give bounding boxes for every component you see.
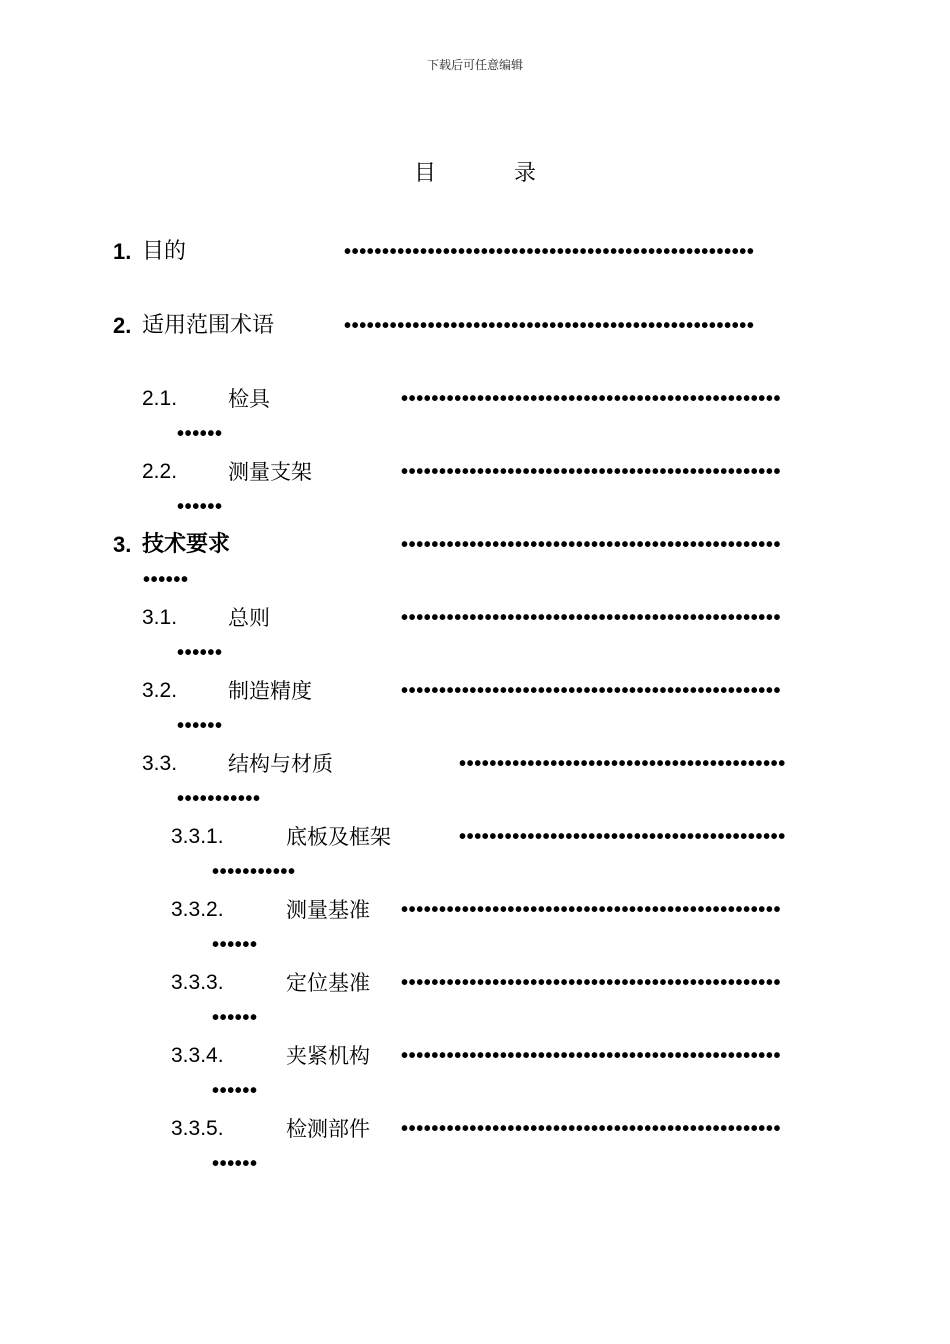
toc-entry-number: 3.3.1. (171, 825, 224, 848)
toc-entry-label: 目的 (142, 239, 187, 264)
toc-entry-3-3-1[interactable] (171, 823, 851, 851)
toc-leader-dots: •••••••••••••••••••••••••••••••••••••••••••••••••••••• (344, 241, 755, 263)
toc-entry-number: 3.1. (142, 606, 178, 629)
toc-entry-label: 定位基准 (286, 971, 370, 995)
toc-leader-continuation: •••••• (177, 642, 223, 664)
toc-entry-3-3-5[interactable] (171, 1115, 851, 1143)
toc-leader-dots: •••••••••••••••••••••••••••••••••••••••••••••••••• (401, 972, 782, 994)
toc-entry-2[interactable] (113, 312, 833, 340)
toc-leader-continuation: •••••• (212, 1007, 258, 1029)
toc-leader-continuation: •••••• (212, 1080, 258, 1102)
toc-entry-number: 3. (113, 532, 132, 557)
toc-leader-dots: •••••••••••••••••••••••••••••••••••••••••••••••••• (401, 607, 782, 629)
toc-entry-3-1[interactable] (142, 604, 842, 632)
toc-entry-number: 3.3. (142, 752, 178, 775)
toc-title-char-2: 录 (514, 161, 537, 186)
toc-entry-3[interactable] (113, 531, 843, 559)
toc-entry-label: 夹紧机构 (286, 1044, 370, 1068)
toc-leader-continuation: •••••• (143, 569, 189, 591)
toc-entry-number: 2. (113, 313, 132, 338)
toc-leader-continuation: ••••••••••• (212, 861, 296, 883)
toc-leader-dots: •••••••••••••••••••••••••••••••••••••••••••••••••• (401, 461, 782, 483)
toc-leader-dots: ••••••••••••••••••••••••••••••••••••••••••• (459, 826, 786, 848)
toc-entry-number: 2.1. (142, 387, 178, 410)
toc-leader-dots: •••••••••••••••••••••••••••••••••••••••••••••••••• (401, 388, 782, 410)
toc-entry-3-3-3[interactable] (171, 969, 851, 997)
toc-entry-number: 3.2. (142, 679, 178, 702)
toc-leader-dots: •••••••••••••••••••••••••••••••••••••••••••••••••••••• (344, 315, 755, 337)
toc-title-char-1: 目 (413, 161, 436, 186)
toc-entry-label: 总则 (228, 606, 270, 630)
toc-entry-number: 3.3.5. (171, 1117, 224, 1140)
toc-entry-number: 3.3.2. (171, 898, 224, 921)
toc-entry-number: 3.3.3. (171, 971, 224, 994)
toc-entry-label: 底板及框架 (286, 825, 391, 849)
toc-entry-label: 制造精度 (228, 679, 312, 703)
toc-entry-label: 检具 (228, 387, 270, 411)
toc-entry-number: 3.3.4. (171, 1044, 224, 1067)
toc-entry-1[interactable] (113, 238, 833, 266)
toc-entry-2-1[interactable] (142, 385, 842, 413)
toc-entry-2-2[interactable] (142, 458, 842, 486)
page-header: 下载后可任意编辑 (426, 58, 523, 72)
toc-entry-number: 2.2. (142, 460, 178, 483)
toc-leader-dots: •••••••••••••••••••••••••••••••••••••••••••••••••• (401, 534, 782, 556)
toc-leader-dots: •••••••••••••••••••••••••••••••••••••••••••••••••• (401, 680, 782, 702)
toc-entry-3-2[interactable] (142, 677, 842, 705)
toc-entry-label: 技术要求 (142, 532, 231, 557)
toc-leader-continuation: •••••• (212, 934, 258, 956)
toc-entry-3-3-4[interactable] (171, 1042, 851, 1070)
toc-entry-label: 测量基准 (286, 898, 370, 922)
toc-leader-dots: •••••••••••••••••••••••••••••••••••••••••••••••••• (401, 1118, 782, 1140)
toc-leader-dots: •••••••••••••••••••••••••••••••••••••••••••••••••• (401, 1045, 782, 1067)
toc-entry-3-3-2[interactable] (171, 896, 851, 924)
toc-leader-continuation: ••••••••••• (177, 788, 261, 810)
toc-leader-continuation: •••••• (177, 423, 223, 445)
toc-title (0, 156, 950, 187)
toc-leader-continuation: •••••• (212, 1153, 258, 1175)
toc-entry-label: 检测部件 (286, 1117, 370, 1141)
toc-leader-dots: •••••••••••••••••••••••••••••••••••••••••••••••••• (401, 899, 782, 921)
toc-entry-label: 结构与材质 (228, 752, 333, 776)
toc-entry-3-3[interactable] (142, 750, 842, 778)
toc-leader-continuation: •••••• (177, 496, 223, 518)
toc-entry-label: 测量支架 (228, 460, 312, 484)
toc-entry-label: 适用范围术语 (142, 313, 275, 338)
toc-leader-continuation: •••••• (177, 715, 223, 737)
toc-leader-dots: ••••••••••••••••••••••••••••••••••••••••••• (459, 753, 786, 775)
toc-entry-number: 1. (113, 239, 132, 264)
